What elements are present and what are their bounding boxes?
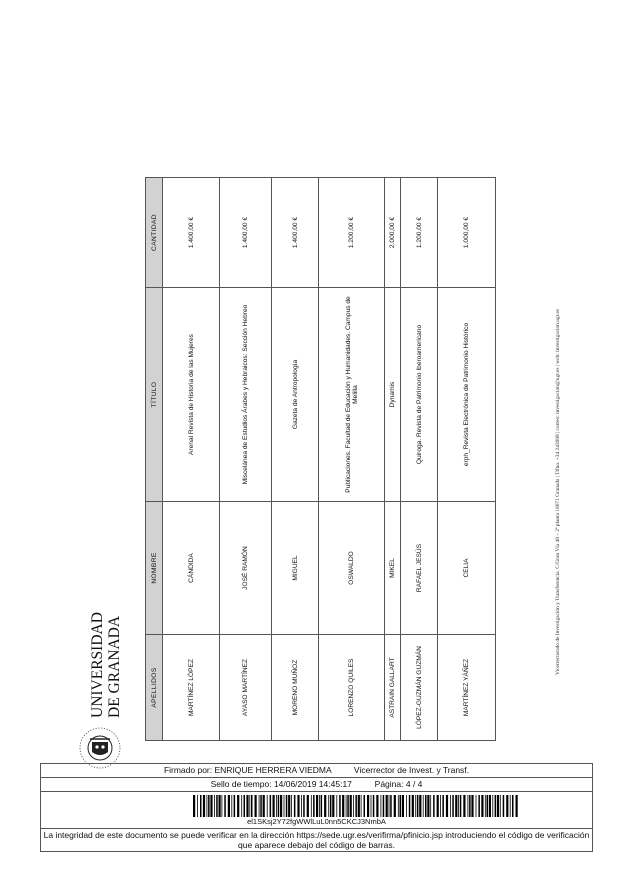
page-label: Página:: [374, 779, 404, 789]
col-header-apellidos: APELLIDOS: [146, 635, 163, 741]
table-row: [385, 178, 401, 741]
col-header-nombre: NOMBRE: [146, 502, 163, 635]
verification-notice: La integridad de este documento se puede verificar en la dirección https://sede.ugr.es/verifirma/pfinicio.jsp introduciendo el código de verificación que aparece debajo del código de barras.: [43, 830, 590, 850]
cell-nombre: RAFAEL JESÚS: [401, 502, 438, 635]
table-row: [163, 178, 220, 741]
cell-apellidos: LÓPEZ-GUZMÁN GUZMÁN: [401, 635, 438, 741]
barcode-row: [41, 792, 592, 829]
cell-titulo: Arenal Revista de Historia de las Mujeres: [163, 288, 220, 502]
verification-code: el1SKsj2Y72fgWWlLuL0nn5CKCJ3NmbA: [247, 817, 386, 826]
cell-titulo: Miscelánea de Estudios Árabes y Hebraicos: Sección Hebreo: [220, 288, 272, 502]
cell-nombre: MIKEL: [385, 502, 401, 635]
cell-apellidos: MARTÍNEZ LÓPEZ: [163, 635, 220, 741]
cell-cantidad: 1.400,00 €: [220, 178, 272, 288]
grants-table: [145, 177, 496, 741]
cell-cantidad: 1.200,00 €: [401, 178, 438, 288]
cell-titulo: Quiroga. Revista de Patrimonio Iberoamericano: [401, 288, 438, 502]
cell-apellidos: AYASO MARTÍNEZ: [220, 635, 272, 741]
cell-nombre: CÁNDIDA: [163, 502, 220, 635]
timestamp-value: 14/06/2019 14:45:17: [273, 779, 352, 789]
cell-apellidos: MARTÍNEZ YÁÑEZ: [438, 635, 496, 741]
col-header-titulo: TÍTULO: [146, 288, 163, 502]
signer-position: Vicerrector de Invest. y Transf.: [353, 765, 470, 775]
signature-signer-row: [41, 764, 592, 778]
cell-nombre: MIGUEL: [272, 502, 319, 635]
timestamp-row: [41, 778, 592, 792]
cell-apellidos: ASTRAIN GALLART: [385, 635, 401, 741]
cell-cantidad: 2.000,00 €: [385, 178, 401, 288]
cell-apellidos: LORENZO QUILES: [319, 635, 385, 741]
cell-nombre: OSWALDO: [319, 502, 385, 635]
cell-titulo: Gazeta de Antropología: [272, 288, 319, 502]
cell-apellidos: MORENO MUÑOZ: [272, 635, 319, 741]
cell-nombre: JOSÉ RAMÓN: [220, 502, 272, 635]
table-row: [220, 178, 272, 741]
signed-by-label: Firmado por:: [163, 765, 213, 775]
university-name-logo: [85, 590, 125, 720]
table-row: [401, 178, 438, 741]
side-contact-text: Vicerrectorado de Investigación y Transferencia. C/Gran Vía 48 – 2ª planta 18071 Granada | Tlfno. +34 243008 | correo: investigacion@ugr.es | web: investigacion.ugr.es: [555, 309, 561, 675]
cell-titulo: erph_Revista Electrónica de Patrimonio Histórico: [438, 288, 496, 502]
cell-cantidad: 1.400,00 €: [272, 178, 319, 288]
signed-by-name: ENRIQUE HERRERA VIEDMA: [214, 765, 332, 775]
cell-titulo: Publicaciones. Facultad de Educación y Humanidades. Campus de Melilla: [319, 288, 385, 502]
cell-nombre: CELIA: [438, 502, 496, 635]
page-value: 4 / 4: [405, 779, 423, 789]
table-row: [272, 178, 319, 741]
university-name-line2: DE GRANADA: [106, 615, 123, 718]
table-row: [319, 178, 385, 741]
cell-cantidad: 1.000,00 €: [438, 178, 496, 288]
table-row: [438, 178, 496, 741]
cell-titulo: Dynamis: [385, 288, 401, 502]
table-header-row: [146, 178, 163, 741]
signature-box: [40, 763, 593, 852]
cell-cantidad: 1.200,00 €: [319, 178, 385, 288]
col-header-cantidad: CANTIDAD: [146, 178, 163, 288]
cell-cantidad: 1.400,00 €: [163, 178, 220, 288]
timestamp-label: Sello de tiempo:: [210, 779, 272, 789]
barcode-image: [193, 795, 521, 817]
university-name-line1: UNIVERSIDAD: [89, 612, 106, 718]
